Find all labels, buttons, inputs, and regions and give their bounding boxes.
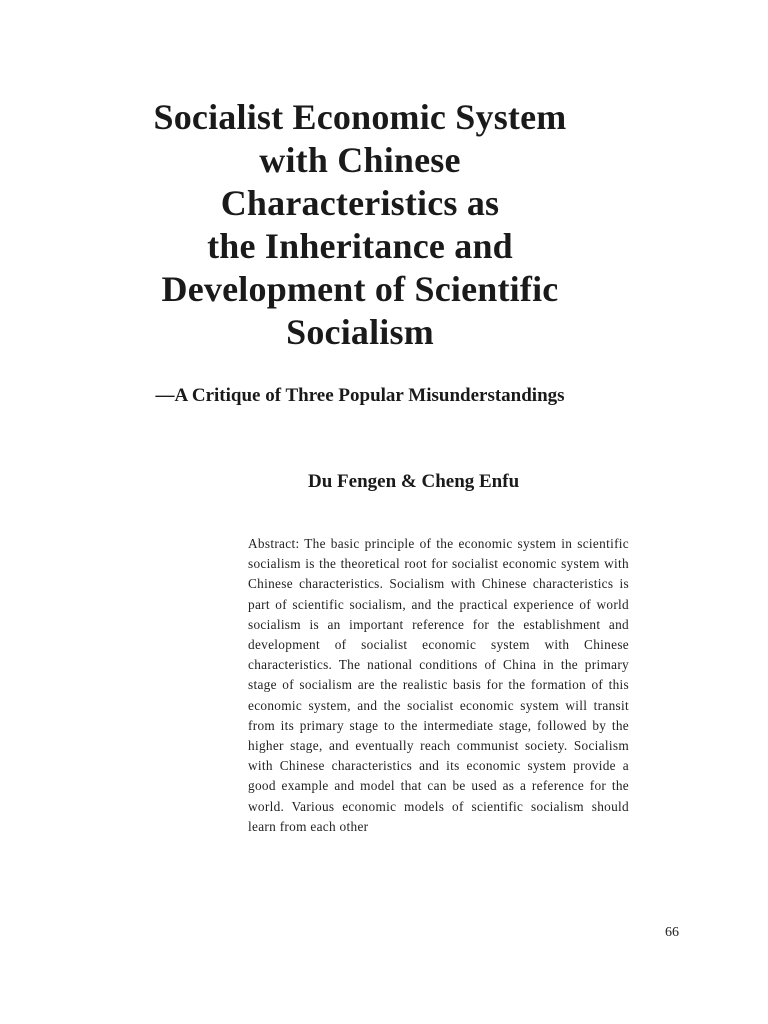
author-names: Du Fengen & Cheng Enfu [308,471,520,492]
title-line: the Inheritance and [207,226,513,266]
abstract-text: Abstract: The basic principle of the economic system in scientific socialism is the theoretical root for socialist economic system with Chinese characteristics. Socialism with Chinese characteristics is part of scientific socialism, and the practical experience of world socialism is an important reference for the establishment and development of socialist economic system with Chinese characteristics. The national conditions of China in the primary stage of socialism are the realistic basis for the formation of this economic system, and the socialist economic system will transit from its primary stage to the intermediate stage, followed by the higher stage, and eventually reach communist society. Socialism with Chinese characteristics and its economic system provide a good example and model that can be used as a reference for the world. Various economic models of scientific socialism should learn from each other [248,536,629,834]
article-title [80,96,640,354]
title-line: Socialism [286,312,434,352]
title-line: Development of Scientific [161,269,559,309]
page-number: 66 [665,925,679,940]
title-line: Socialist Economic System [153,97,567,137]
title-line: Characteristics as [220,183,500,223]
title-line: with Chinese [259,140,461,180]
article-subtitle: —A Critique of Three Popular Misunderstandings [155,385,565,406]
